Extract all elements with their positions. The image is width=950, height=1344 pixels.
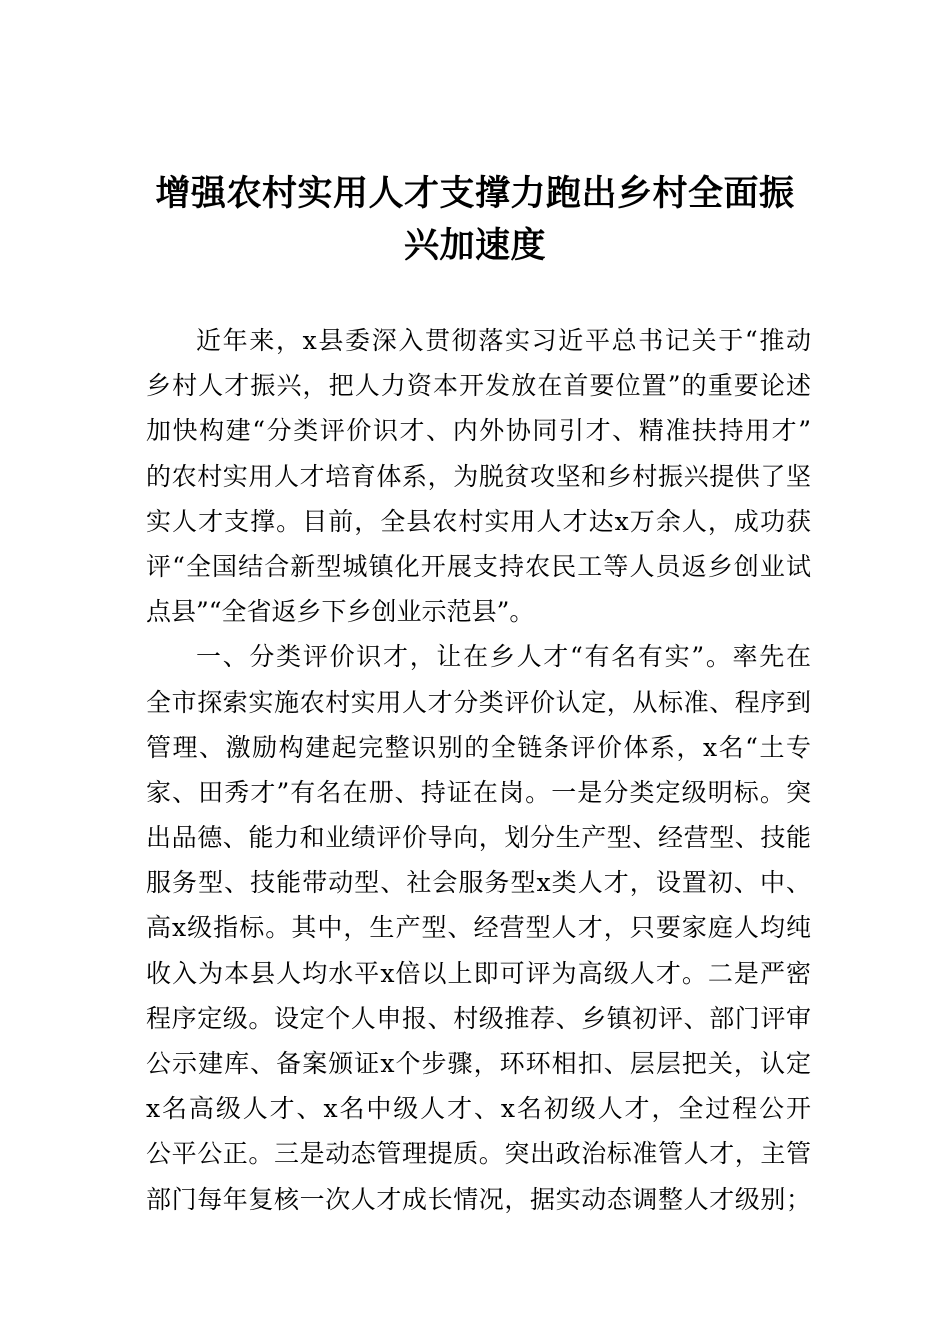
paragraph-line: 评“全国结合新型城镇化开展支持农民工等人员返乡创业试 xyxy=(146,551,811,581)
paragraph-line: 的农村实用人才培育体系，为脱贫攻坚和乡村振兴提供了坚 xyxy=(146,461,811,491)
paragraph-line: 点县”“全省返乡下乡创业示范县”。 xyxy=(146,597,535,627)
paragraph-line: 全市探索实施农村实用人才分类评价认定，从标准、程序到 xyxy=(146,687,811,717)
paragraph-line: 一、分类评价识才，让在乡人才“有名有实”。率先在 xyxy=(196,642,811,672)
paragraph-line: x名高级人才、x名中级人才、x名初级人才，全过程公开 xyxy=(146,1094,811,1124)
paragraph-line: 收入为本县人均水平x倍以上即可评为高级人才。二是严密 xyxy=(146,958,811,988)
paragraph-line: 家、田秀才”有名在册、持证在岗。一是分类定级明标。突 xyxy=(146,777,811,807)
paragraph-line: 近年来，x县委深入贯彻落实习近平总书记关于“推动 xyxy=(196,326,811,355)
paragraph-intro xyxy=(146,318,811,634)
paragraph-section-one xyxy=(146,634,811,1221)
paragraph-line: 加快构建“分类评价识才、内外协同引才、精准扶持用才” xyxy=(146,416,811,446)
title-line: 兴加速度 xyxy=(403,225,546,266)
paragraph-line: 公平公正。三是动态管理提质。突出政治标准管人才，主管 xyxy=(146,1139,811,1169)
paragraph-line: 部门每年复核一次人才成长情况，据实动态调整人才级别； xyxy=(146,1184,811,1214)
paragraph-line: 程序定级。设定个人申报、村级推荐、乡镇初评、部门评审 xyxy=(146,1003,811,1033)
paragraph-line: 高x级指标。其中，生产型、经营型人才，只要家庭人均纯 xyxy=(146,913,811,943)
paragraph-line: 实人才支撑。目前，全县农村实用人才达x万余人，成功获 xyxy=(146,506,811,536)
paragraph-line: 公示建库、备案颁证x个步骤，环环相扣、层层把关，认定 xyxy=(146,1049,811,1078)
document-body xyxy=(146,318,811,1222)
paragraph-line: 服务型、技能带动型、社会服务型x类人才，设置初、中、 xyxy=(146,868,811,898)
paragraph-line: 乡村人才振兴，把人力资本开发放在首要位置”的重要论述 xyxy=(146,371,811,401)
paragraph-line: 管理、激励构建起完整识别的全链条评价体系，x名“土专 xyxy=(146,732,811,762)
document-title xyxy=(130,168,820,272)
title-line: 增强农村实用人才支撑力跑出乡村全面振 xyxy=(155,173,795,214)
paragraph-line: 出品德、能力和业绩评价导向，划分生产型、经营型、技能 xyxy=(146,823,811,853)
